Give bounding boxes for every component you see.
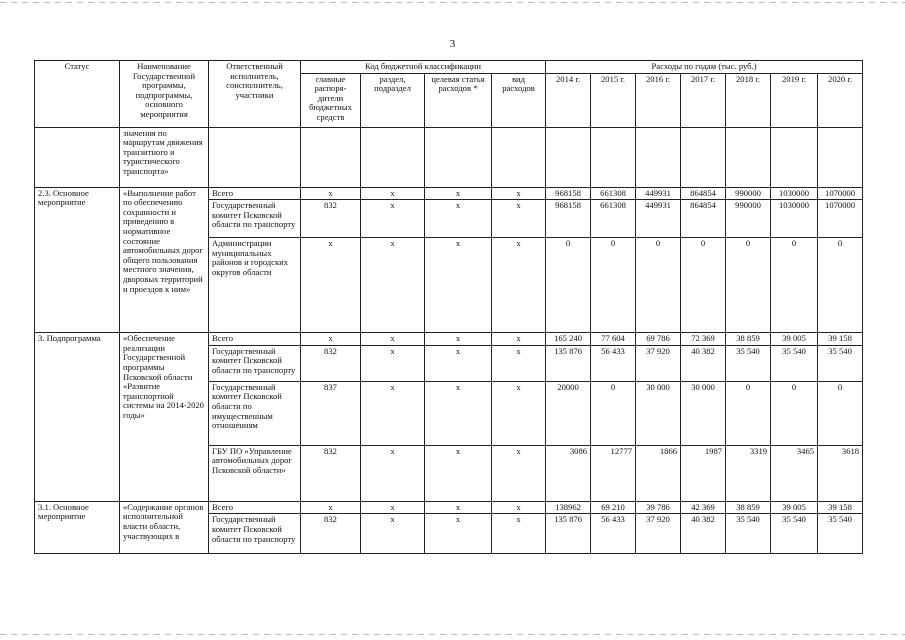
budget-table <box>34 60 863 554</box>
cell-responsible: Администрации муниципальных районов и городских округов области <box>209 238 301 333</box>
cell-year-value: 0 <box>726 381 771 445</box>
cell-year-value: 1070000 <box>818 200 863 238</box>
cell-status: 3. Подпрограмма <box>35 333 120 502</box>
cell-year-value: 0 <box>546 238 591 333</box>
cell-budget-code: х <box>425 445 492 501</box>
cell-budget-code: х <box>301 187 361 200</box>
header-year-2015: 2015 г. <box>591 73 636 127</box>
cell-year-value: 0 <box>681 238 726 333</box>
cell-year-value: 35 540 <box>818 514 863 554</box>
cell-budget-code: х <box>361 381 425 445</box>
cell-budget-code: х <box>425 333 492 346</box>
cell-year-value: 69 210 <box>591 501 636 514</box>
cell-budget-code: 832 <box>301 345 361 381</box>
cell-year-value: 37 920 <box>636 514 681 554</box>
cell-year-value: 990000 <box>726 187 771 200</box>
cell-year-value: 38 859 <box>726 501 771 514</box>
cell-budget-code <box>361 127 425 187</box>
cell-budget-code: х <box>492 238 546 333</box>
cell-year-value: 1070000 <box>818 187 863 200</box>
table-row <box>35 127 863 187</box>
cell-budget-code: х <box>361 238 425 333</box>
cell-year-value: 42 369 <box>681 501 726 514</box>
table-body <box>35 127 863 554</box>
header-budget-code: Код бюджетной классификации <box>301 61 546 74</box>
cell-budget-code: х <box>425 381 492 445</box>
cell-year-value <box>591 127 636 187</box>
cell-year-value: 37 920 <box>636 345 681 381</box>
cell-year-value: 35 540 <box>726 345 771 381</box>
cell-budget-code: х <box>492 187 546 200</box>
cell-budget-code: х <box>425 514 492 554</box>
cell-budget-code: х <box>301 333 361 346</box>
cell-responsible: Государственный комитет Псковской области по транспорту <box>209 514 301 554</box>
cell-year-value: 39 786 <box>636 501 681 514</box>
cell-year-value: 1866 <box>636 445 681 501</box>
cell-status: 2.3. Основное мероприятие <box>35 187 120 333</box>
cell-year-value: 0 <box>726 238 771 333</box>
cell-year-value: 69 786 <box>636 333 681 346</box>
cell-responsible: Государственный комитет Псковской области по транспорту <box>209 345 301 381</box>
cell-year-value: 39 005 <box>771 501 818 514</box>
cell-year-value: 40 382 <box>681 345 726 381</box>
cell-budget-code: х <box>492 381 546 445</box>
cell-budget-code: 837 <box>301 381 361 445</box>
cell-budget-code: х <box>425 501 492 514</box>
cell-year-value: 165 240 <box>546 333 591 346</box>
cell-year-value: 0 <box>591 381 636 445</box>
cell-year-value: 968158 <box>546 200 591 238</box>
cell-budget-code: х <box>361 514 425 554</box>
cell-year-value: 0 <box>636 238 681 333</box>
cell-year-value: 72 369 <box>681 333 726 346</box>
cell-responsible: Всего <box>209 501 301 514</box>
table-row <box>35 501 863 514</box>
cell-year-value: 39 005 <box>771 333 818 346</box>
cell-year-value <box>818 127 863 187</box>
header-expenses: Расходы по годам (тыс. руб.) <box>546 61 863 74</box>
cell-budget-code: 832 <box>301 514 361 554</box>
cell-year-value: 0 <box>591 238 636 333</box>
cell-year-value: 30 000 <box>681 381 726 445</box>
cell-budget-code: х <box>492 200 546 238</box>
cell-year-value <box>546 127 591 187</box>
cell-year-value: 0 <box>771 381 818 445</box>
header-year-2018: 2018 г. <box>726 73 771 127</box>
cell-program-name: «Обеспечение реализации Государственной программы Псковской области «Развитие транспортной системы на 2014-2020 годы» <box>120 333 209 502</box>
cell-budget-code: х <box>361 200 425 238</box>
cell-year-value: 20000 <box>546 381 591 445</box>
cell-year-value: 3618 <box>818 445 863 501</box>
cell-year-value: 135 876 <box>546 345 591 381</box>
table-row <box>35 333 863 346</box>
header-target-article: целевая статья расходов * <box>425 73 492 127</box>
cell-year-value <box>726 127 771 187</box>
cell-year-value: 56 433 <box>591 514 636 554</box>
cell-year-value: 661308 <box>591 200 636 238</box>
cell-year-value <box>636 127 681 187</box>
cell-program-name: «Выполнение работ по обеспечению сохранности и приведению в нормативное состояние автомобильных дорог общего пользования местного значения, дворовых территорий и проездов к ним» <box>120 187 209 333</box>
cell-year-value: 0 <box>771 238 818 333</box>
cell-budget-code: х <box>361 345 425 381</box>
cell-budget-code <box>492 127 546 187</box>
cell-budget-code: х <box>361 187 425 200</box>
cell-year-value: 30 000 <box>636 381 681 445</box>
header-year-2020: 2020 г. <box>818 73 863 127</box>
header-year-2019: 2019 г. <box>771 73 818 127</box>
header-year-2016: 2016 г. <box>636 73 681 127</box>
header-name: Наименование Государственной программы, подпрограммы, основного мероприятия <box>120 61 209 128</box>
cell-budget-code: х <box>492 345 546 381</box>
cell-year-value: 661308 <box>591 187 636 200</box>
cell-year-value: 39 158 <box>818 501 863 514</box>
cell-year-value: 3086 <box>546 445 591 501</box>
cell-responsible: ГБУ ПО «Управление автомобильных дорог Псковской области» <box>209 445 301 501</box>
cell-responsible: Государственный комитет Псковской области по имущественным отношениям <box>209 381 301 445</box>
cell-budget-code: х <box>425 200 492 238</box>
cell-year-value: 38 859 <box>726 333 771 346</box>
cell-year-value: 968158 <box>546 187 591 200</box>
cell-year-value: 449931 <box>636 200 681 238</box>
cell-budget-code: х <box>425 187 492 200</box>
cell-responsible: Всего <box>209 333 301 346</box>
cell-year-value: 864854 <box>681 200 726 238</box>
cell-year-value: 39 158 <box>818 333 863 346</box>
cell-year-value: 0 <box>818 238 863 333</box>
cell-year-value: 449931 <box>636 187 681 200</box>
cell-program-name: «Содержание органов исполнительной власти области, участвующих в <box>120 501 209 554</box>
cell-budget-code: х <box>492 514 546 554</box>
cell-responsible: Всего <box>209 187 301 200</box>
cell-budget-code: х <box>492 445 546 501</box>
cell-budget-code: х <box>361 445 425 501</box>
cell-year-value: 135 876 <box>546 514 591 554</box>
table-row <box>35 187 863 200</box>
cell-budget-code: 832 <box>301 200 361 238</box>
cell-year-value: 56 433 <box>591 345 636 381</box>
cell-responsible <box>209 127 301 187</box>
cell-budget-code: 832 <box>301 445 361 501</box>
header-year-2017: 2017 г. <box>681 73 726 127</box>
scan-edge-bottom <box>0 634 905 635</box>
header-section: раздел, подраздел <box>361 73 425 127</box>
cell-status: 3.1. Основное мероприятие <box>35 501 120 554</box>
cell-year-value: 35 540 <box>771 345 818 381</box>
cell-year-value: 35 540 <box>726 514 771 554</box>
cell-budget-code: х <box>361 501 425 514</box>
cell-year-value <box>771 127 818 187</box>
cell-budget-code: х <box>492 501 546 514</box>
cell-status <box>35 127 120 187</box>
cell-budget-code: х <box>361 333 425 346</box>
cell-responsible: Государственный комитет Псковской области по транспорту <box>209 200 301 238</box>
header-main-manager: главные распоря-дители бюджетных средств <box>301 73 361 127</box>
cell-year-value: 864854 <box>681 187 726 200</box>
cell-year-value: 3465 <box>771 445 818 501</box>
header-status: Статус <box>35 61 120 128</box>
cell-budget-code: х <box>492 333 546 346</box>
cell-program-name: значения по маршрутам движения транзитного и туристического транспорта» <box>120 127 209 187</box>
header-expense-type: вид расходов <box>492 73 546 127</box>
cell-year-value: 40 382 <box>681 514 726 554</box>
header-responsible: Ответственный исполнитель, соисполнитель, участники <box>209 61 301 128</box>
cell-year-value: 35 540 <box>818 345 863 381</box>
cell-year-value: 12777 <box>591 445 636 501</box>
cell-year-value: 990000 <box>726 200 771 238</box>
cell-budget-code: х <box>425 345 492 381</box>
cell-budget-code: х <box>425 238 492 333</box>
cell-year-value: 3319 <box>726 445 771 501</box>
page-number: 3 <box>449 38 456 50</box>
cell-year-value: 35 540 <box>771 514 818 554</box>
cell-year-value: 77 604 <box>591 333 636 346</box>
cell-year-value: 138962 <box>546 501 591 514</box>
cell-budget-code <box>301 127 361 187</box>
cell-budget-code: х <box>301 238 361 333</box>
cell-year-value: 1030000 <box>771 187 818 200</box>
scan-edge-top <box>0 2 905 3</box>
cell-year-value: 0 <box>818 381 863 445</box>
cell-budget-code <box>425 127 492 187</box>
cell-year-value: 1987 <box>681 445 726 501</box>
cell-budget-code: х <box>301 501 361 514</box>
cell-year-value <box>681 127 726 187</box>
header-year-2014: 2014 г. <box>546 73 591 127</box>
cell-year-value: 1030000 <box>771 200 818 238</box>
